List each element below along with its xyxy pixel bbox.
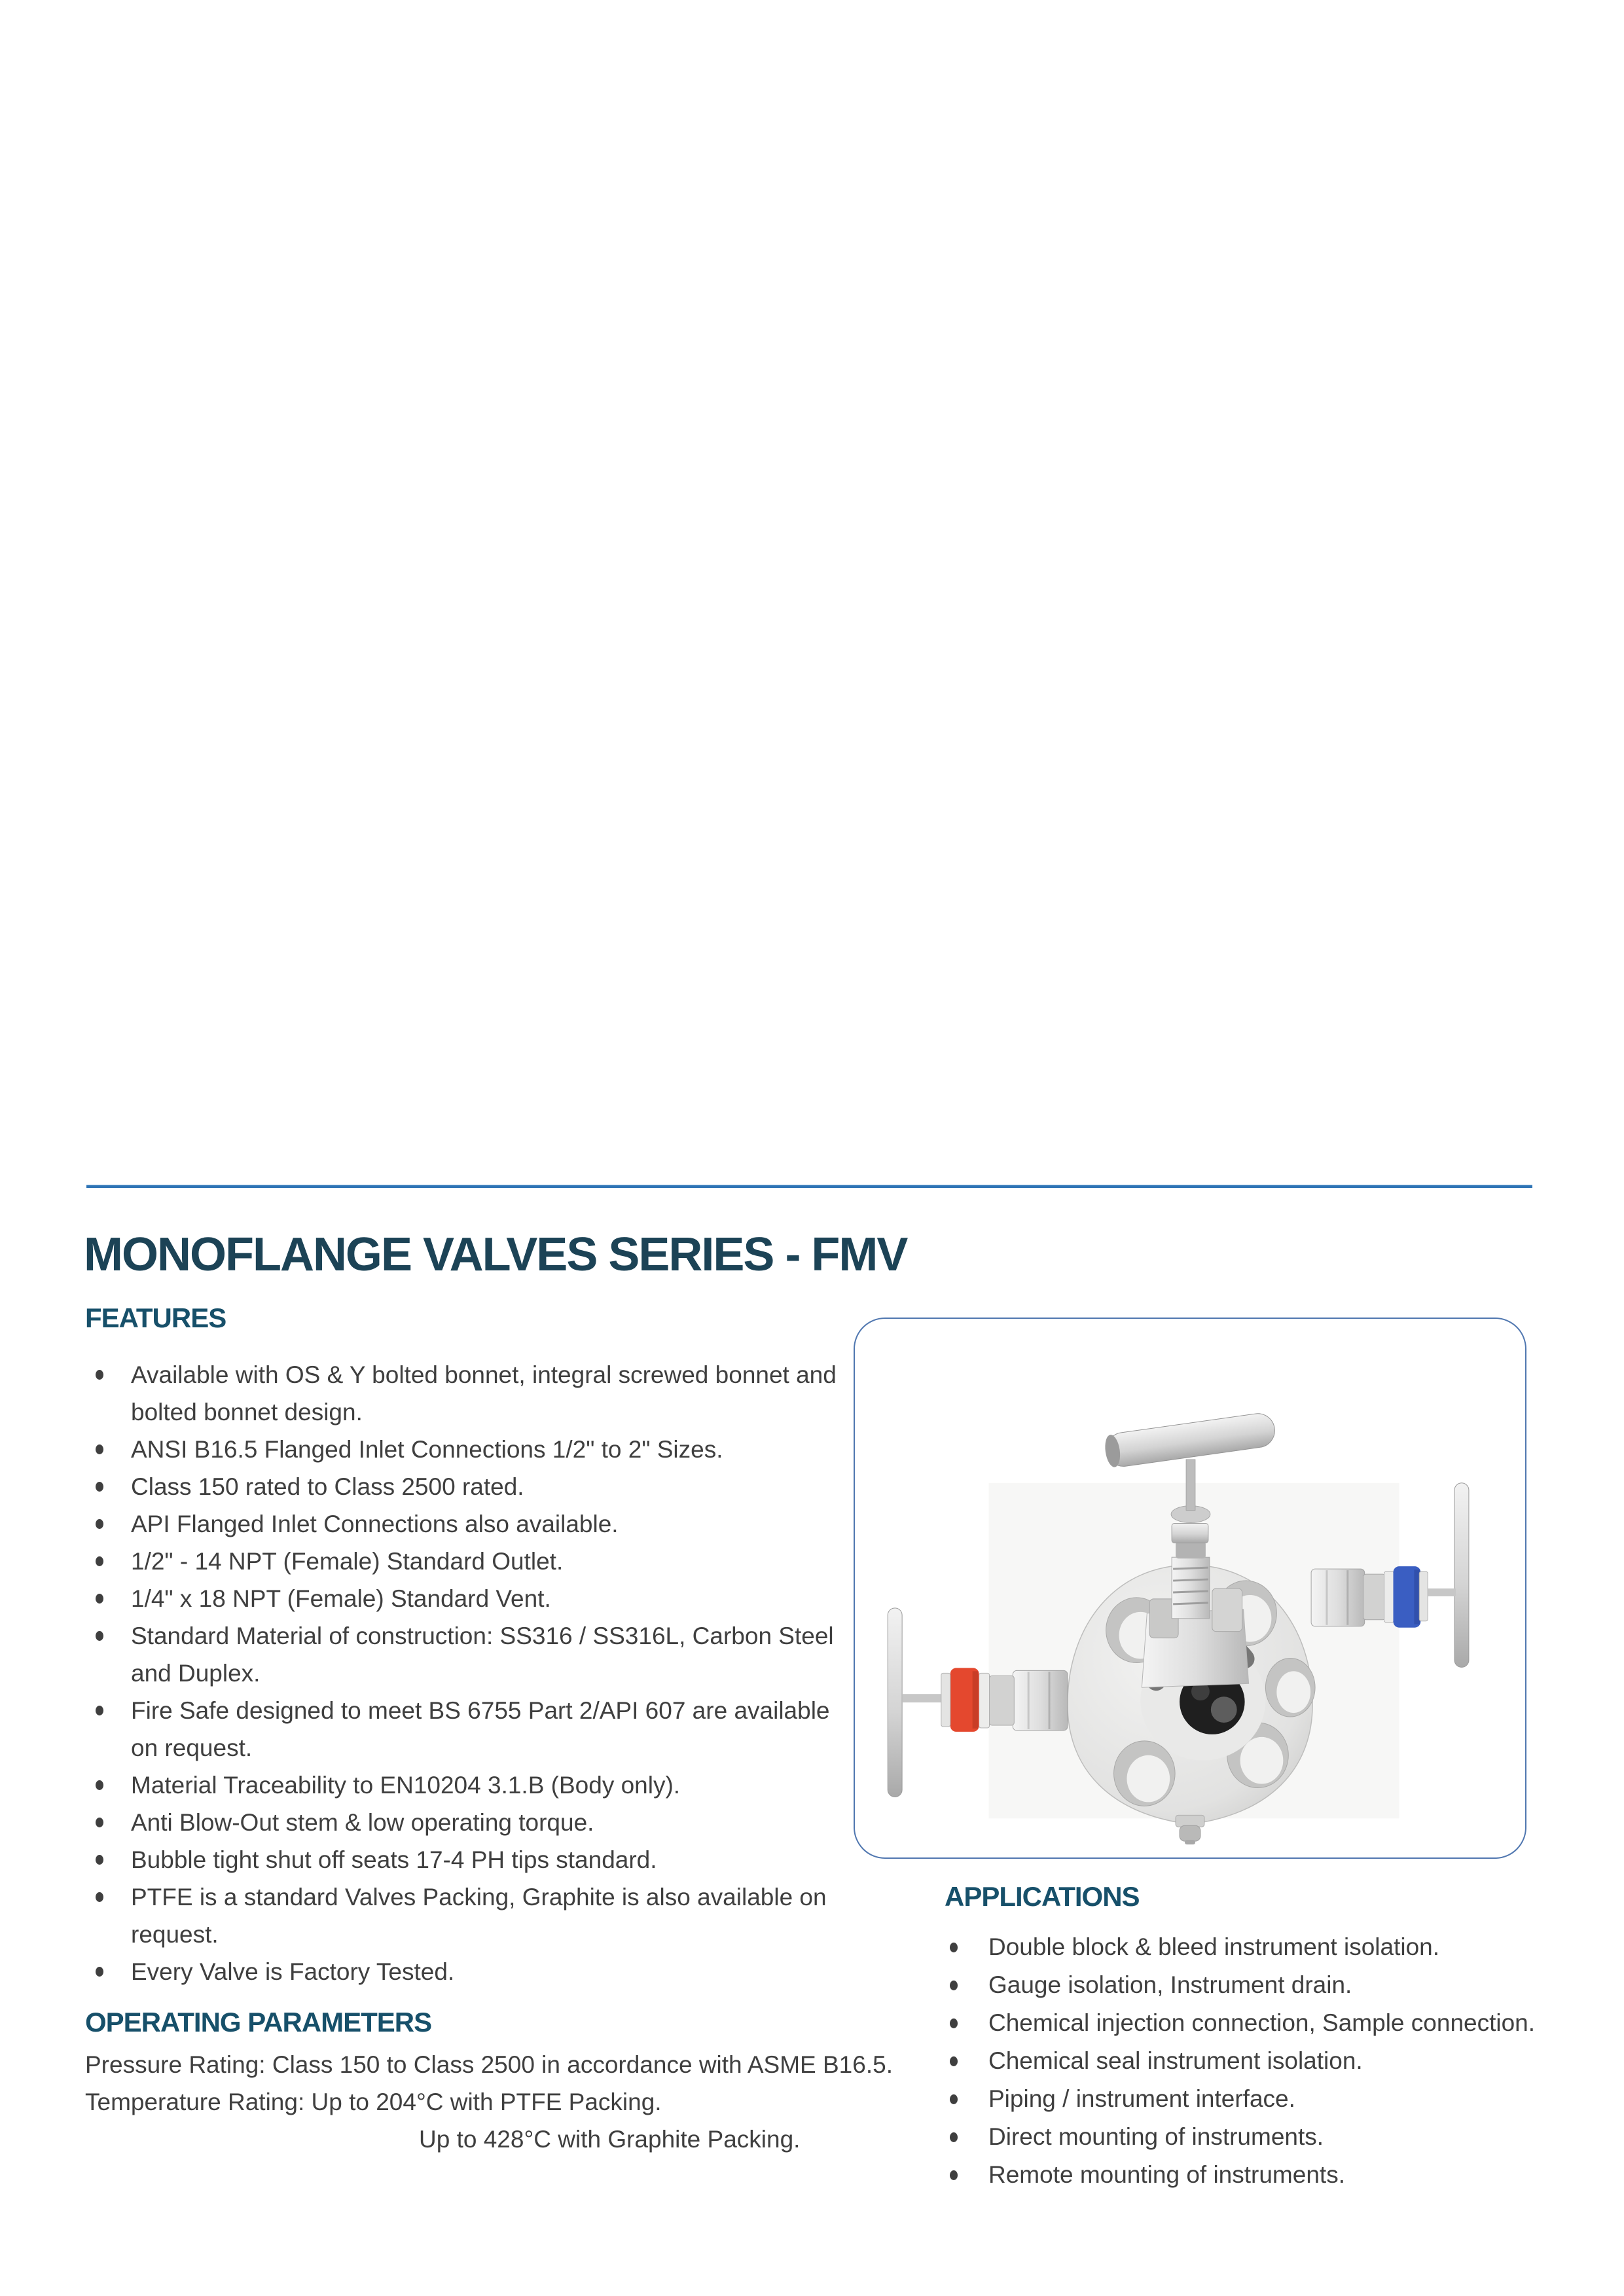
operating-parameters-heading: OPERATING PARAMETERS (85, 2007, 432, 2037)
list-item: Direct mounting of instruments. (945, 2118, 1609, 2156)
section-divider-line (86, 1185, 1532, 1188)
features-list (85, 1356, 838, 1990)
list-item: Double block & bleed instrument isolation. (945, 1928, 1609, 1966)
features-section (85, 1304, 838, 1990)
applications-list (945, 1928, 1609, 2194)
valve-product-image (855, 1319, 1525, 1857)
list-item: 1/4" x 18 NPT (Female) Standard Vent. (85, 1580, 838, 1617)
temperature-rating-line-2: Up to 428°C with Graphite Packing. (419, 2126, 801, 2153)
page-title: MONOFLANGE VALVES SERIES - FMV (84, 1229, 907, 1281)
valve-left-handle (888, 1608, 945, 1797)
list-item: Bubble tight shut off seats 17-4 PH tips standard. (85, 1841, 838, 1878)
list-item: Material Traceability to EN10204 3.1.B (Body only). (85, 1767, 838, 1804)
list-item: Fire Safe designed to meet BS 6755 Part 2/API 607 are available on request. (85, 1692, 838, 1767)
list-item: Piping / instrument interface. (945, 2080, 1609, 2118)
pressure-rating-line: Pressure Rating: Class 150 to Class 2500 in accordance with ASME B16.5. (85, 2051, 893, 2078)
list-item: Chemical injection connection, Sample connection. (945, 2004, 1609, 2042)
temperature-rating-line: Temperature Rating: Up to 204°C with PTFE Packing. (85, 2089, 662, 2115)
valve-vent-plug (1176, 1815, 1204, 1844)
applications-section (945, 1882, 1609, 2194)
list-item: API Flanged Inlet Connections also available. (85, 1505, 838, 1543)
list-item: Gauge isolation, Instrument drain. (945, 1966, 1609, 2004)
list-item: 1/2" - 14 NPT (Female) Standard Outlet. (85, 1543, 838, 1580)
applications-heading: APPLICATIONS (945, 1881, 1140, 1912)
features-heading: FEATURES (85, 1302, 226, 1333)
list-item: ANSI B16.5 Flanged Inlet Connections 1/2" to 2" Sizes. (85, 1431, 838, 1468)
valve-right-isolation-valve (1311, 1566, 1428, 1628)
list-item: Anti Blow-Out stem & low operating torque. (85, 1804, 838, 1841)
product-image-frame (854, 1318, 1526, 1859)
list-item: Standard Material of construction: SS316 / SS316L, Carbon Steel and Duplex. (85, 1617, 838, 1692)
list-item: PTFE is a standard Valves Packing, Graphite is also available on request. (85, 1878, 838, 1953)
list-item: Remote mounting of instruments. (945, 2156, 1609, 2194)
list-item: Chemical seal instrument isolation. (945, 2042, 1609, 2080)
list-item: Class 150 rated to Class 2500 rated. (85, 1468, 838, 1505)
list-item: Available with OS & Y bolted bonnet, integral screwed bonnet and bolted bonnet design. (85, 1356, 838, 1431)
valve-left-isolation-valve (941, 1668, 1068, 1732)
list-item: Every Valve is Factory Tested. (85, 1953, 838, 1990)
